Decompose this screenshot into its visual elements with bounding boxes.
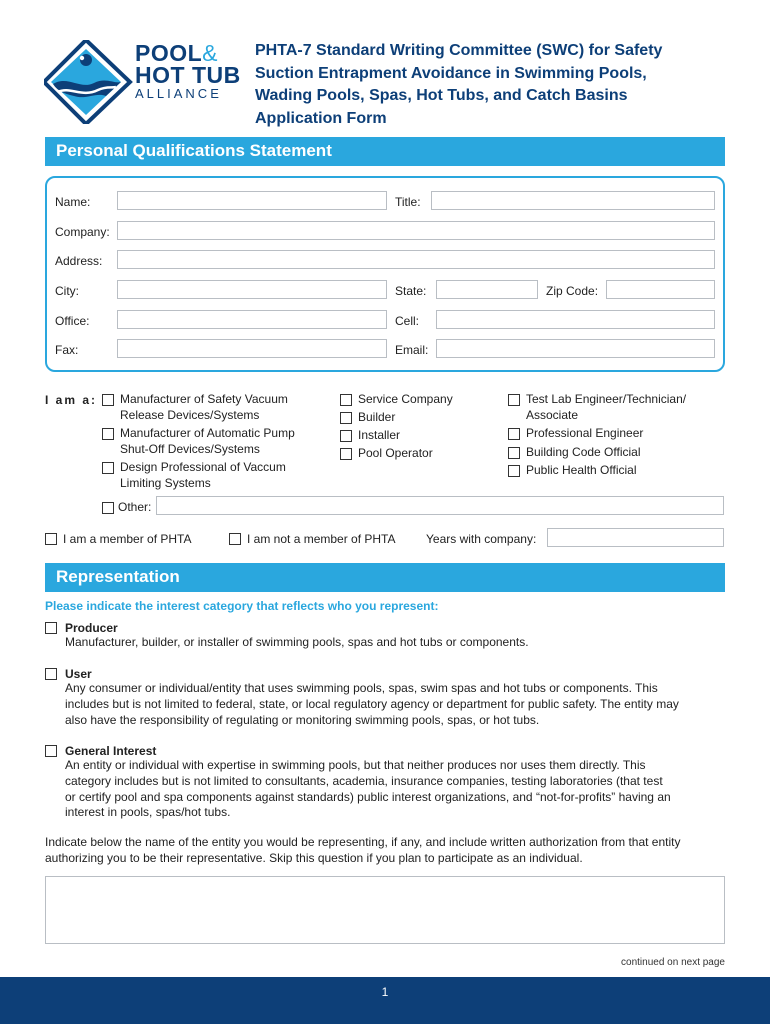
member-yes-label: I am a member of PHTA <box>63 532 192 546</box>
role-option[interactable] <box>340 446 500 462</box>
role-option[interactable] <box>340 392 500 408</box>
representation-prompt: Please indicate the interest category that reflects who you represent: <box>45 599 439 613</box>
user-checkbox[interactable] <box>45 668 57 680</box>
years-field[interactable] <box>547 528 724 547</box>
email-field[interactable] <box>436 339 715 358</box>
fax-label: Fax: <box>55 343 79 357</box>
member-no-label: I am not a member of PHTA <box>247 532 396 546</box>
title-line: PHTA-7 Standard Writing Committee (SWC) for Safety <box>255 42 663 59</box>
option-text: Limiting Systems <box>120 475 211 490</box>
name-label: Name: <box>55 195 91 209</box>
email-label: Email: <box>395 343 429 357</box>
role-checkbox[interactable] <box>508 447 520 459</box>
producer-desc: Manufacturer, builder, or installer of swimming pools, spas and hot tubs or components. <box>65 635 529 649</box>
role-options-col1 <box>102 392 327 491</box>
title-field[interactable] <box>431 191 715 210</box>
option-text: Manufacturer of Safety Vacuum <box>120 392 288 406</box>
role-option[interactable] <box>102 392 327 423</box>
role-checkbox[interactable] <box>102 394 114 406</box>
option-text: Professional Engineer <box>526 426 644 440</box>
option-text: Test Lab Engineer/Technician/ <box>526 392 687 406</box>
option-text: Release Devices/Systems <box>120 407 260 422</box>
entity-instructions-line: authorizing you to be their representative. Skip this question if you plan to participate as an individual. <box>45 850 583 865</box>
continued-note: continued on next page <box>621 957 725 968</box>
general-desc-line: An entity or individual with expertise in swimming pools, but that neither produces nor uses them directly. This <box>65 758 646 772</box>
logo-line-3: ALLIANCE <box>135 86 222 101</box>
user-option <box>65 667 735 728</box>
logo-line-1: POOL& <box>135 40 219 66</box>
producer-title: Producer <box>65 621 118 635</box>
role-option[interactable] <box>102 426 327 457</box>
user-title: User <box>65 667 92 681</box>
role-checkbox[interactable] <box>508 428 520 440</box>
representation-heading: Representation <box>45 563 725 592</box>
role-option[interactable] <box>508 463 723 479</box>
iam-label: I am a: <box>45 393 98 407</box>
zip-field[interactable] <box>606 280 715 299</box>
name-field[interactable] <box>117 191 387 210</box>
option-text: Shut-Off Devices/Systems <box>120 441 260 456</box>
role-checkbox[interactable] <box>340 394 352 406</box>
cell-field[interactable] <box>436 310 715 329</box>
title-line: Suction Entrapment Avoidance in Swimming Pools, <box>255 64 647 82</box>
city-label: City: <box>55 284 79 298</box>
qualifications-heading: Personal Qualifications Statement <box>45 137 725 166</box>
option-text: Builder <box>358 410 396 424</box>
form-title <box>255 40 725 130</box>
title-label: Title: <box>395 195 421 209</box>
role-checkbox[interactable] <box>340 430 352 442</box>
address-field[interactable] <box>117 250 715 269</box>
option-text: Pool Operator <box>358 446 433 460</box>
user-desc-line: Any consumer or individual/entity that uses swimming pools, spas, swim spas and hot tubs or components. This <box>65 681 658 695</box>
office-field[interactable] <box>117 310 387 329</box>
city-field[interactable] <box>117 280 387 299</box>
other-checkbox[interactable] <box>102 502 114 514</box>
option-text: Building Code Official <box>526 444 641 459</box>
state-label: State: <box>395 284 427 298</box>
state-field[interactable] <box>436 280 538 299</box>
entity-instructions-line: Indicate below the name of the entity you would be representing, if any, and include written authorization from that entity <box>45 835 681 849</box>
page-number: 1 <box>381 985 389 999</box>
other-label: Other: <box>118 500 152 514</box>
general-interest-checkbox[interactable] <box>45 745 57 757</box>
role-checkbox[interactable] <box>508 465 520 477</box>
general-interest-title: General Interest <box>65 744 157 758</box>
role-checkbox[interactable] <box>102 428 114 440</box>
role-option[interactable] <box>508 445 723 461</box>
producer-option <box>65 621 725 651</box>
general-interest-option <box>65 744 735 821</box>
years-label: Years with company: <box>426 532 537 546</box>
company-label: Company: <box>55 225 110 239</box>
member-no-checkbox[interactable] <box>229 533 241 545</box>
option-text: Associate <box>526 407 579 422</box>
option-text: Design Professional of Vaccum <box>120 460 286 474</box>
role-checkbox[interactable] <box>340 412 352 424</box>
cell-label: Cell: <box>395 314 420 328</box>
logo-line-2: HOT TUB <box>135 62 241 88</box>
fax-field[interactable] <box>117 339 387 358</box>
entity-name-field[interactable] <box>45 876 725 944</box>
logo-ampersand: & <box>202 40 219 66</box>
title-line: Wading Pools, Spas, Hot Tubs, and Catch Basins <box>255 87 628 104</box>
member-yes-checkbox[interactable] <box>45 533 57 545</box>
option-text: Installer <box>358 428 401 442</box>
option-text: Manufacturer of Automatic Pump <box>120 426 295 440</box>
company-field[interactable] <box>117 221 715 240</box>
general-desc-line: or certify pool and spa components against standards) public interest organizations, and “not-for-profits” having an <box>65 789 671 804</box>
role-checkbox[interactable] <box>340 448 352 460</box>
role-checkbox[interactable] <box>508 394 520 406</box>
role-option[interactable] <box>508 426 723 442</box>
role-option[interactable] <box>102 460 327 491</box>
producer-checkbox[interactable] <box>45 622 57 634</box>
user-desc-line: includes but is not limited to federal, state, or local regulatory agency or department for public safety. The entity may <box>65 696 679 711</box>
role-checkbox[interactable] <box>102 462 114 474</box>
title-line: Application Form <box>255 109 387 127</box>
office-label: Office: <box>55 314 90 328</box>
role-option[interactable] <box>508 392 723 423</box>
role-options-col3 <box>508 392 723 479</box>
user-desc-line: also have the responsibility of regulating or monitoring swimming pools, spas, or hot tubs. <box>65 712 540 727</box>
general-desc-line: category includes but is not limited to consultants, academia, insurance companies, testing laboratories (that test <box>65 773 663 788</box>
general-desc-line: interest in pools, spas/hot tubs. <box>65 805 231 820</box>
entity-instructions <box>45 835 735 867</box>
role-option[interactable] <box>340 428 500 444</box>
role-options-col2 <box>340 392 500 462</box>
other-field[interactable] <box>156 496 724 515</box>
role-option[interactable] <box>340 410 500 426</box>
address-label: Address: <box>55 254 103 268</box>
zip-label: Zip Code: <box>546 284 599 298</box>
option-text: Public Health Official <box>526 463 637 477</box>
option-text: Service Company <box>358 392 453 406</box>
